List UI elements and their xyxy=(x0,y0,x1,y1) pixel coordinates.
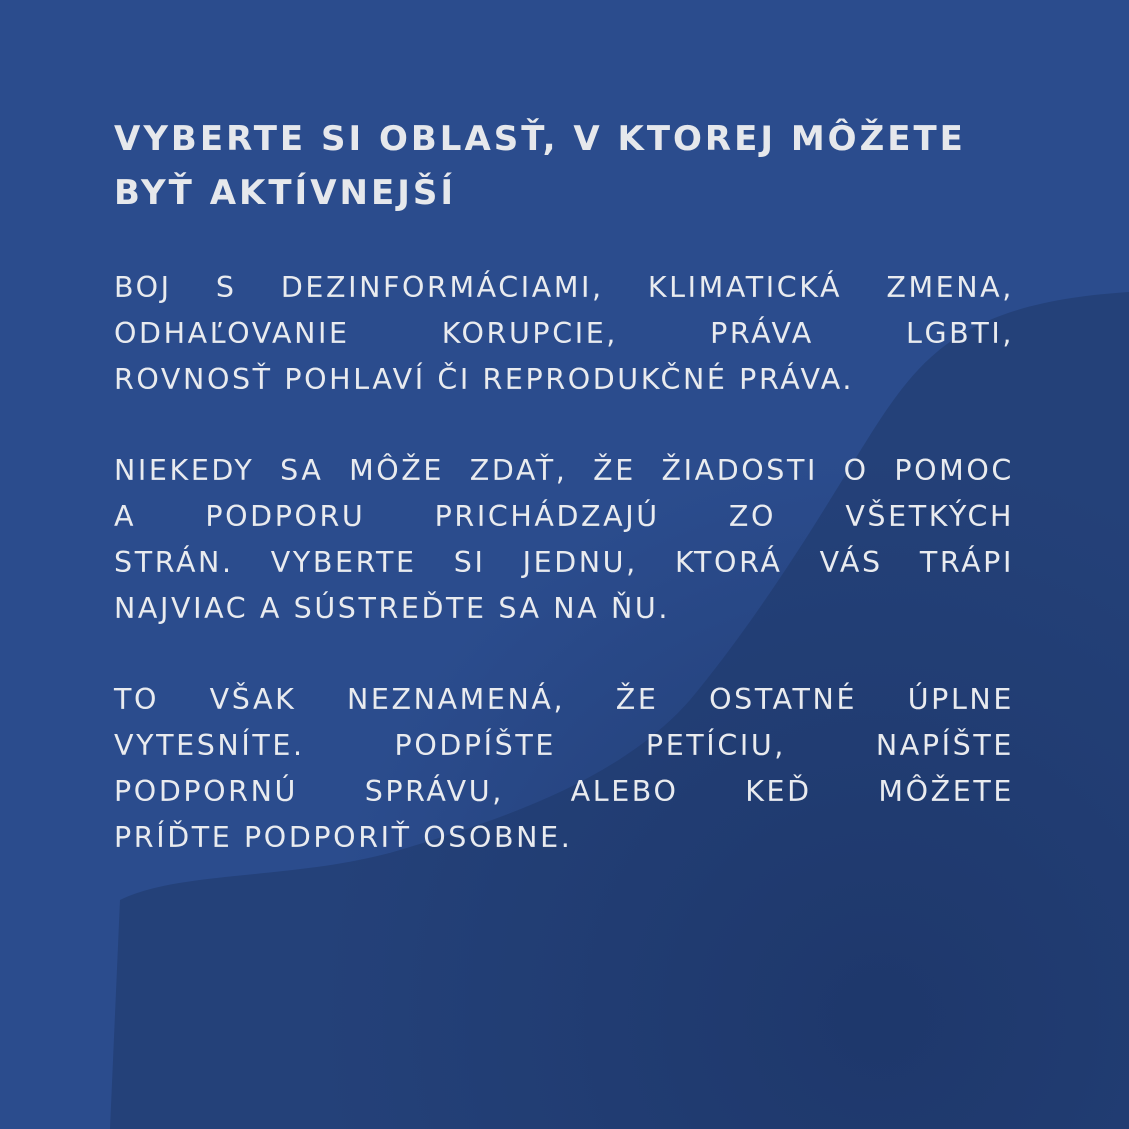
paragraph-line xyxy=(114,677,1014,723)
word: ZO xyxy=(728,500,777,533)
paragraph-line xyxy=(114,494,1014,540)
paragraph-line xyxy=(114,769,1014,815)
word: LGBTI, xyxy=(906,317,1014,350)
word: KORUPCIE, xyxy=(441,317,618,350)
word: ODHAĽOVANIE xyxy=(114,317,350,350)
word: MÔŽETE xyxy=(878,775,1014,808)
word: NEZNAMENÁ, xyxy=(347,683,566,716)
word: MÔŽE xyxy=(349,454,445,487)
word: S xyxy=(215,271,237,304)
word: ŽE xyxy=(593,454,636,487)
paragraph-line: ROVNOSŤ POHLAVÍ ČI REPRODUKČNÉ PRÁVA. xyxy=(114,363,855,396)
word: NIEKEDY xyxy=(114,454,255,487)
title-line: VYBERTE SI OBLASŤ, V KTOREJ MÔŽETE xyxy=(114,119,966,159)
word: VŠETKÝCH xyxy=(845,500,1014,533)
word: OSTATNÉ xyxy=(709,683,858,716)
word: VYBERTE xyxy=(270,546,417,579)
paragraph-line: NAJVIAC A SÚSTREĎTE SA NA ŇU. xyxy=(114,592,671,625)
word: ALEBO xyxy=(570,775,679,808)
word: SA xyxy=(280,454,324,487)
page-title xyxy=(114,112,1014,220)
word: POMOC xyxy=(894,454,1014,487)
word: SPRÁVU, xyxy=(364,775,504,808)
word: O xyxy=(843,454,869,487)
paragraph-line: PRÍĎTE PODPORIŤ OSOBNE. xyxy=(114,821,573,854)
word: DEZINFORMÁCIAMI, xyxy=(280,271,604,304)
word: PETÍCIU, xyxy=(645,729,786,762)
word: STRÁN. xyxy=(114,546,234,579)
paragraph-line xyxy=(114,448,1014,494)
word: SI xyxy=(453,546,486,579)
paragraph-topics xyxy=(114,265,1014,403)
word: KTORÁ xyxy=(674,546,783,579)
word: ŽE xyxy=(615,683,659,716)
word: PODPÍŠTE xyxy=(394,729,556,762)
paragraph-line xyxy=(114,540,1014,586)
word: NAPÍŠTE xyxy=(875,729,1014,762)
paragraph-line xyxy=(114,723,1014,769)
word: VÁS xyxy=(819,546,883,579)
word: ZDAŤ, xyxy=(469,454,568,487)
word: ZMENA, xyxy=(886,271,1014,304)
word: PRICHÁDZAJÚ xyxy=(434,500,660,533)
paragraph-focus xyxy=(114,448,1014,632)
word: TO xyxy=(114,683,160,716)
word: ŽIADOSTI xyxy=(661,454,818,487)
text-content xyxy=(114,112,1014,861)
word: JEDNU, xyxy=(522,546,638,579)
paragraph-support xyxy=(114,677,1014,861)
paragraph-line xyxy=(114,311,1014,357)
word: KLIMATICKÁ xyxy=(647,271,843,304)
word: VYTESNÍTE. xyxy=(114,729,305,762)
word: TRÁPI xyxy=(919,546,1014,579)
word: A xyxy=(114,500,137,533)
word: VŠAK xyxy=(209,683,297,716)
word: ÚPLNE xyxy=(907,683,1014,716)
word: KEĎ xyxy=(745,775,812,808)
word: PODPORU xyxy=(205,500,366,533)
word: BOJ xyxy=(114,271,172,304)
word: PRÁVA xyxy=(710,317,814,350)
title-line: BYŤ AKTÍVNEJŠÍ xyxy=(114,173,456,213)
paragraph-line xyxy=(114,265,1014,311)
word: PODPORNÚ xyxy=(114,775,298,808)
